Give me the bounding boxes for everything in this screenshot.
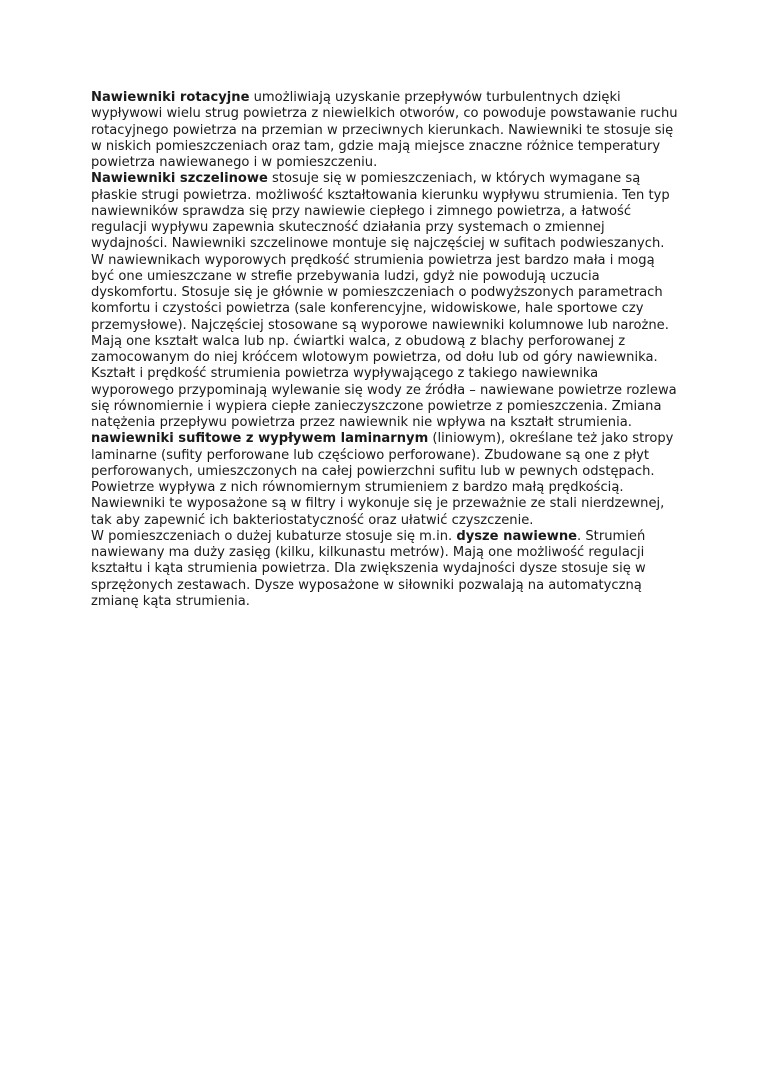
paragraph-text: umożliwiają uzyskanie przepływów turbulentnych dzięki wypływowi wielu strug powietrza z niewielkich otworów, co powoduje powstawanie ruchu rotacyjnego powietrza na przemian w przeciwnych kierunkach. Nawiewniki te stosuje się w niskich pomieszczeniach oraz tam, gdzie mają miejsce znaczne różnice temperatury powietrza nawiewanego i w pomieszczeniu. [91,90,678,170]
paragraph-text: W nawiewnikach wyporowych prędkość strumienia powietrza jest bardzo mała i mogą być one umieszczane w strefie przebywania ludzi, gdyż nie powodują uczucia dyskomfortu. Stosuje się je głównie w pomieszczeniach o podwyższonych parametrach komfortu i czystości powietrza (sale konferencyjne, widowiskowe, hale sportowe czy przemysłowe). Najczęściej stosowane są wyporowe nawiewniki kolumnowe lub narożne. Mają one kształt walca lub np. ćwiartki walca, z obudową z blachy perforowanej z zamocowanym do niej króćcem wlotowym powietrza, od dołu lub od góry nawiewnika. Kształt i prędkość strumienia powietrza wypływającego z takiego nawiewnika wyporowego przypominają wylewanie się wody ze źródła – nawiewane powietrze rozlewa się równomiernie i wypiera ciepłe zanieczyszczone powietrze z pomieszczenia. Zmiana natężenia przepływu powietrza przez nawiewnik nie wpływa na kształt strumienia. [91,252,677,430]
paragraph-text: stosuje się w pomieszczeniach, w których wymagane są płaskie strugi powietrza. możliwość kształtowania kierunku wypływu strumienia. Ten typ nawiewników sprawdza się przy nawiewie ciepłego i zimnego powietrza, a łatwość regulacji wypływu zapewnia skuteczność działania przy systemach o zmiennej wydajności. Nawiewniki szczelinowe montuje się najczęściej w sufitach podwieszanych. [91,171,670,252]
paragraph-rotary-diffusers [91,90,681,171]
term-laminar-ceiling-diffusers: nawiewniki sufitowe z wypływem laminarnym [91,431,429,447]
paragraph-text-lead: W pomieszczeniach o dużej kubaturze stosuje się m.in. [91,528,457,544]
term-nozzles: dysze nawiewne [456,528,578,544]
paragraph-text: (liniowym), określane też jako stropy laminarne (sufity perforowane lub częściowo perforowane). Zbudowane są one z płyt perforowanych, umieszczonych na całej powierzchni sufitu lub w pewnych odstępach. Powietrze wypływa z nich równomiernym strumieniem z bardzo małą prędkością. Nawiewniki te wyposażone są w filtry i wykonuje się je przeważnie ze stali nierdzewnej, tak aby zapewnić ich bakteriostatyczność oraz ułatwić czyszczenie. [91,431,674,528]
paragraph-nozzles [91,529,681,610]
paragraph-text: . Strumień nawiewany ma duży zasięg (kilku, kilkunastu metrów). Mają one możliwość regulacji kształtu i kąta strumienia powietrza. Dla zwiększenia wydajności dysze stosuje się w sprzężonych zestawach. Dysze wyposażone w siłowniki pozwalają na automatyczną zmianę kąta strumienia. [91,528,646,609]
paragraph-laminar-ceiling-diffusers [91,431,681,529]
paragraph-slot-diffusers [91,171,681,252]
document-body [91,90,681,610]
term-slot-diffusers: Nawiewniki szczelinowe [91,171,268,187]
paragraph-displacement-diffusers [91,253,681,432]
term-rotary-diffusers: Nawiewniki rotacyjne [91,90,250,105]
